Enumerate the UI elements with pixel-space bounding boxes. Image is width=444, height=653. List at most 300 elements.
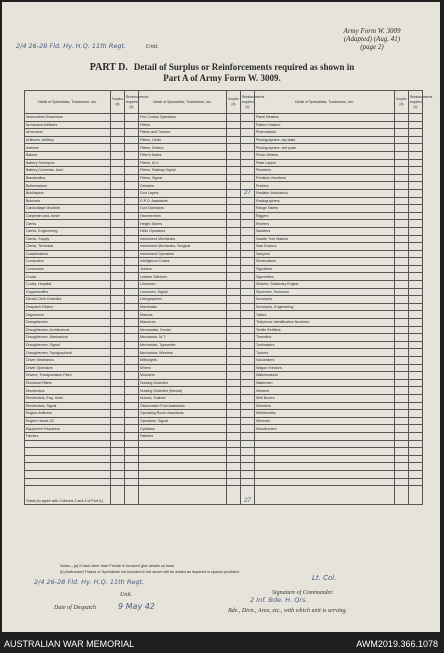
surplus-cell-3[interactable]	[395, 440, 409, 448]
surplus-cell-2[interactable]	[227, 136, 241, 144]
surplus-cell-1[interactable]	[111, 387, 125, 395]
surplus-cell-3[interactable]	[395, 402, 409, 410]
surplus-cell-1[interactable]	[111, 372, 125, 380]
required-cell-1[interactable]	[125, 410, 139, 418]
surplus-cell-3[interactable]	[395, 151, 409, 159]
surplus-cell-2[interactable]	[227, 410, 241, 418]
required-cell-3[interactable]	[409, 258, 423, 266]
required-cell-3[interactable]	[409, 243, 423, 251]
surplus-cell-1[interactable]	[111, 311, 125, 319]
surplus-cell-2[interactable]	[227, 288, 241, 296]
surplus-cell-1[interactable]	[111, 402, 125, 410]
required-cell-2[interactable]	[241, 448, 255, 456]
surplus-cell-2[interactable]	[227, 319, 241, 327]
required-cell-2[interactable]	[241, 387, 255, 395]
required-cell-1[interactable]	[125, 205, 139, 213]
surplus-cell-3[interactable]	[395, 455, 409, 463]
surplus-cell-2[interactable]	[227, 470, 241, 478]
required-cell-1[interactable]	[125, 379, 139, 387]
required-cell-2[interactable]	[241, 470, 255, 478]
surplus-cell-1[interactable]	[111, 151, 125, 159]
surplus-cell-3[interactable]	[395, 174, 409, 182]
required-cell-1[interactable]	[125, 129, 139, 137]
surplus-cell-1[interactable]	[111, 463, 125, 471]
surplus-cell-3[interactable]	[395, 212, 409, 220]
surplus-cell-3[interactable]	[395, 273, 409, 281]
surplus-cell-3[interactable]	[395, 243, 409, 251]
surplus-cell-2[interactable]	[227, 174, 241, 182]
required-cell-3[interactable]	[409, 470, 423, 478]
required-cell-2[interactable]	[241, 205, 255, 213]
surplus-cell-2[interactable]	[227, 129, 241, 137]
required-cell-3[interactable]	[409, 432, 423, 440]
required-cell-3[interactable]	[409, 372, 423, 380]
required-cell-3[interactable]	[409, 402, 423, 410]
required-cell-2[interactable]	[241, 281, 255, 289]
surplus-cell-3[interactable]	[395, 394, 409, 402]
required-cell-2[interactable]	[241, 174, 255, 182]
required-cell-2[interactable]	[241, 220, 255, 228]
required-cell-2[interactable]	[241, 182, 255, 190]
surplus-cell-3[interactable]	[395, 265, 409, 273]
surplus-cell-2[interactable]	[227, 364, 241, 372]
surplus-cell-2[interactable]	[227, 296, 241, 304]
required-cell-1[interactable]	[125, 167, 139, 175]
surplus-cell-3[interactable]	[395, 227, 409, 235]
surplus-cell-1[interactable]	[111, 182, 125, 190]
required-cell-2[interactable]	[241, 402, 255, 410]
surplus-cell-3[interactable]	[395, 205, 409, 213]
surplus-cell-1[interactable]	[111, 364, 125, 372]
required-cell-2[interactable]	[241, 212, 255, 220]
surplus-cell-1[interactable]	[111, 167, 125, 175]
required-cell-1[interactable]	[125, 440, 139, 448]
totals-surplus-1[interactable]	[111, 486, 125, 505]
required-cell-2[interactable]	[241, 250, 255, 258]
required-cell-1[interactable]	[125, 227, 139, 235]
surplus-cell-1[interactable]	[111, 205, 125, 213]
required-cell-3[interactable]	[409, 205, 423, 213]
surplus-cell-1[interactable]	[111, 379, 125, 387]
required-cell-3[interactable]	[409, 235, 423, 243]
surplus-cell-3[interactable]	[395, 364, 409, 372]
surplus-cell-1[interactable]	[111, 432, 125, 440]
required-cell-3[interactable]	[409, 121, 423, 129]
surplus-cell-2[interactable]	[227, 432, 241, 440]
surplus-cell-2[interactable]	[227, 341, 241, 349]
required-cell-3[interactable]	[409, 182, 423, 190]
required-cell-2[interactable]	[241, 265, 255, 273]
required-cell-1[interactable]	[125, 402, 139, 410]
required-cell-2[interactable]	[241, 243, 255, 251]
required-cell-3[interactable]	[409, 394, 423, 402]
surplus-cell-3[interactable]	[395, 357, 409, 365]
surplus-cell-1[interactable]	[111, 220, 125, 228]
surplus-cell-3[interactable]	[395, 167, 409, 175]
surplus-cell-1[interactable]	[111, 212, 125, 220]
required-cell-1[interactable]	[125, 243, 139, 251]
surplus-cell-2[interactable]	[227, 220, 241, 228]
surplus-cell-1[interactable]	[111, 303, 125, 311]
required-cell-2[interactable]	[241, 151, 255, 159]
required-cell-1[interactable]	[125, 478, 139, 486]
required-cell-2[interactable]	[241, 463, 255, 471]
surplus-cell-2[interactable]	[227, 258, 241, 266]
surplus-cell-3[interactable]	[395, 235, 409, 243]
required-cell-1[interactable]	[125, 319, 139, 327]
surplus-cell-2[interactable]	[227, 425, 241, 433]
surplus-cell-1[interactable]	[111, 425, 125, 433]
surplus-cell-3[interactable]	[395, 136, 409, 144]
surplus-cell-1[interactable]	[111, 478, 125, 486]
required-cell-1[interactable]	[125, 281, 139, 289]
required-cell-2[interactable]	[241, 478, 255, 486]
required-cell-3[interactable]	[409, 167, 423, 175]
surplus-cell-2[interactable]	[227, 357, 241, 365]
required-cell-2[interactable]	[241, 357, 255, 365]
required-cell-3[interactable]	[409, 341, 423, 349]
surplus-cell-2[interactable]	[227, 349, 241, 357]
required-cell-2[interactable]	[241, 144, 255, 152]
required-cell-3[interactable]	[409, 349, 423, 357]
surplus-cell-2[interactable]	[227, 303, 241, 311]
required-cell-2[interactable]	[241, 227, 255, 235]
surplus-cell-1[interactable]	[111, 114, 125, 122]
surplus-cell-2[interactable]	[227, 189, 241, 197]
surplus-cell-3[interactable]	[395, 432, 409, 440]
required-cell-3[interactable]	[409, 281, 423, 289]
surplus-cell-1[interactable]	[111, 281, 125, 289]
required-cell-3[interactable]	[409, 129, 423, 137]
totals-surplus-2[interactable]	[227, 486, 241, 505]
required-cell-3[interactable]	[409, 357, 423, 365]
surplus-cell-2[interactable]	[227, 227, 241, 235]
totals-required-3[interactable]	[409, 486, 423, 505]
required-cell-2[interactable]	[241, 432, 255, 440]
surplus-cell-2[interactable]	[227, 417, 241, 425]
surplus-cell-2[interactable]	[227, 114, 241, 122]
surplus-cell-1[interactable]	[111, 129, 125, 137]
required-cell-1[interactable]	[125, 182, 139, 190]
required-cell-3[interactable]	[409, 303, 423, 311]
surplus-cell-2[interactable]	[227, 448, 241, 456]
required-cell-3[interactable]	[409, 334, 423, 342]
surplus-cell-3[interactable]	[395, 463, 409, 471]
surplus-cell-1[interactable]	[111, 394, 125, 402]
required-cell-1[interactable]	[125, 121, 139, 129]
totals-required-2[interactable]: 27	[241, 486, 255, 505]
required-cell-1[interactable]	[125, 303, 139, 311]
surplus-cell-2[interactable]	[227, 205, 241, 213]
surplus-cell-1[interactable]	[111, 250, 125, 258]
required-cell-2[interactable]	[241, 296, 255, 304]
required-cell-2[interactable]	[241, 364, 255, 372]
surplus-cell-1[interactable]	[111, 455, 125, 463]
surplus-cell-1[interactable]	[111, 470, 125, 478]
surplus-cell-3[interactable]	[395, 121, 409, 129]
surplus-cell-2[interactable]	[227, 402, 241, 410]
surplus-cell-3[interactable]	[395, 334, 409, 342]
surplus-cell-3[interactable]	[395, 250, 409, 258]
surplus-cell-3[interactable]	[395, 379, 409, 387]
required-cell-1[interactable]	[125, 425, 139, 433]
surplus-cell-2[interactable]	[227, 273, 241, 281]
required-cell-3[interactable]	[409, 265, 423, 273]
surplus-cell-2[interactable]	[227, 372, 241, 380]
required-cell-1[interactable]	[125, 311, 139, 319]
surplus-cell-1[interactable]	[111, 326, 125, 334]
required-cell-1[interactable]	[125, 463, 139, 471]
surplus-cell-3[interactable]	[395, 182, 409, 190]
required-cell-1[interactable]	[125, 220, 139, 228]
surplus-cell-2[interactable]	[227, 334, 241, 342]
required-cell-3[interactable]	[409, 250, 423, 258]
required-cell-1[interactable]	[125, 372, 139, 380]
surplus-cell-3[interactable]	[395, 410, 409, 418]
required-cell-2[interactable]	[241, 326, 255, 334]
required-cell-3[interactable]	[409, 197, 423, 205]
surplus-cell-1[interactable]	[111, 288, 125, 296]
required-cell-3[interactable]	[409, 114, 423, 122]
required-cell-3[interactable]	[409, 273, 423, 281]
required-cell-2[interactable]	[241, 197, 255, 205]
surplus-cell-3[interactable]	[395, 372, 409, 380]
surplus-cell-1[interactable]	[111, 258, 125, 266]
required-cell-3[interactable]	[409, 220, 423, 228]
surplus-cell-3[interactable]	[395, 144, 409, 152]
surplus-cell-2[interactable]	[227, 387, 241, 395]
required-cell-2[interactable]	[241, 379, 255, 387]
surplus-cell-3[interactable]	[395, 326, 409, 334]
required-cell-1[interactable]	[125, 432, 139, 440]
surplus-cell-3[interactable]	[395, 159, 409, 167]
surplus-cell-1[interactable]	[111, 189, 125, 197]
required-cell-3[interactable]	[409, 311, 423, 319]
surplus-cell-2[interactable]	[227, 144, 241, 152]
required-cell-3[interactable]	[409, 417, 423, 425]
surplus-cell-2[interactable]	[227, 235, 241, 243]
surplus-cell-1[interactable]	[111, 417, 125, 425]
required-cell-3[interactable]	[409, 288, 423, 296]
surplus-cell-1[interactable]	[111, 174, 125, 182]
surplus-cell-3[interactable]	[395, 281, 409, 289]
surplus-cell-1[interactable]	[111, 357, 125, 365]
surplus-cell-3[interactable]	[395, 425, 409, 433]
surplus-cell-1[interactable]	[111, 296, 125, 304]
surplus-cell-2[interactable]	[227, 151, 241, 159]
required-cell-1[interactable]	[125, 288, 139, 296]
required-cell-1[interactable]	[125, 197, 139, 205]
required-cell-2[interactable]	[241, 319, 255, 327]
surplus-cell-1[interactable]	[111, 136, 125, 144]
required-cell-2[interactable]	[241, 114, 255, 122]
surplus-cell-3[interactable]	[395, 319, 409, 327]
required-cell-1[interactable]	[125, 258, 139, 266]
required-cell-1[interactable]	[125, 357, 139, 365]
surplus-cell-3[interactable]	[395, 189, 409, 197]
required-cell-2[interactable]	[241, 258, 255, 266]
totals-required-1[interactable]	[125, 486, 139, 505]
required-cell-1[interactable]	[125, 394, 139, 402]
required-cell-3[interactable]	[409, 440, 423, 448]
required-cell-1[interactable]	[125, 114, 139, 122]
required-cell-1[interactable]	[125, 273, 139, 281]
surplus-cell-3[interactable]	[395, 341, 409, 349]
required-cell-1[interactable]	[125, 151, 139, 159]
required-cell-3[interactable]	[409, 189, 423, 197]
required-cell-3[interactable]	[409, 410, 423, 418]
surplus-cell-2[interactable]	[227, 250, 241, 258]
required-cell-2[interactable]	[241, 349, 255, 357]
required-cell-3[interactable]	[409, 144, 423, 152]
surplus-cell-1[interactable]	[111, 341, 125, 349]
required-cell-2[interactable]: 27	[241, 189, 255, 197]
required-cell-1[interactable]	[125, 250, 139, 258]
required-cell-1[interactable]	[125, 455, 139, 463]
required-cell-3[interactable]	[409, 326, 423, 334]
required-cell-3[interactable]	[409, 319, 423, 327]
surplus-cell-2[interactable]	[227, 167, 241, 175]
surplus-cell-1[interactable]	[111, 235, 125, 243]
required-cell-1[interactable]	[125, 296, 139, 304]
surplus-cell-2[interactable]	[227, 394, 241, 402]
required-cell-2[interactable]	[241, 455, 255, 463]
required-cell-1[interactable]	[125, 364, 139, 372]
required-cell-1[interactable]	[125, 349, 139, 357]
required-cell-3[interactable]	[409, 159, 423, 167]
surplus-cell-2[interactable]	[227, 478, 241, 486]
required-cell-1[interactable]	[125, 265, 139, 273]
surplus-cell-2[interactable]	[227, 121, 241, 129]
required-cell-1[interactable]	[125, 470, 139, 478]
surplus-cell-3[interactable]	[395, 220, 409, 228]
required-cell-1[interactable]	[125, 417, 139, 425]
required-cell-2[interactable]	[241, 417, 255, 425]
surplus-cell-1[interactable]	[111, 144, 125, 152]
required-cell-3[interactable]	[409, 387, 423, 395]
required-cell-3[interactable]	[409, 478, 423, 486]
required-cell-2[interactable]	[241, 136, 255, 144]
surplus-cell-2[interactable]	[227, 212, 241, 220]
surplus-cell-2[interactable]	[227, 265, 241, 273]
surplus-cell-3[interactable]	[395, 258, 409, 266]
required-cell-1[interactable]	[125, 136, 139, 144]
required-cell-2[interactable]	[241, 235, 255, 243]
required-cell-2[interactable]	[241, 129, 255, 137]
surplus-cell-2[interactable]	[227, 159, 241, 167]
surplus-cell-3[interactable]	[395, 197, 409, 205]
surplus-cell-2[interactable]	[227, 311, 241, 319]
surplus-cell-1[interactable]	[111, 159, 125, 167]
required-cell-3[interactable]	[409, 227, 423, 235]
surplus-cell-2[interactable]	[227, 463, 241, 471]
required-cell-2[interactable]	[241, 303, 255, 311]
required-cell-2[interactable]	[241, 440, 255, 448]
required-cell-2[interactable]	[241, 159, 255, 167]
required-cell-2[interactable]	[241, 425, 255, 433]
surplus-cell-3[interactable]	[395, 303, 409, 311]
required-cell-3[interactable]	[409, 455, 423, 463]
required-cell-2[interactable]	[241, 311, 255, 319]
required-cell-3[interactable]	[409, 136, 423, 144]
surplus-cell-2[interactable]	[227, 197, 241, 205]
surplus-cell-1[interactable]	[111, 334, 125, 342]
required-cell-3[interactable]	[409, 364, 423, 372]
required-cell-3[interactable]	[409, 212, 423, 220]
required-cell-3[interactable]	[409, 425, 423, 433]
surplus-cell-3[interactable]	[395, 129, 409, 137]
surplus-cell-2[interactable]	[227, 243, 241, 251]
required-cell-1[interactable]	[125, 334, 139, 342]
surplus-cell-3[interactable]	[395, 288, 409, 296]
surplus-cell-1[interactable]	[111, 121, 125, 129]
surplus-cell-1[interactable]	[111, 410, 125, 418]
required-cell-3[interactable]	[409, 448, 423, 456]
surplus-cell-1[interactable]	[111, 197, 125, 205]
required-cell-1[interactable]	[125, 159, 139, 167]
required-cell-1[interactable]	[125, 448, 139, 456]
required-cell-3[interactable]	[409, 174, 423, 182]
surplus-cell-2[interactable]	[227, 281, 241, 289]
required-cell-2[interactable]	[241, 167, 255, 175]
required-cell-3[interactable]	[409, 463, 423, 471]
surplus-cell-1[interactable]	[111, 227, 125, 235]
required-cell-1[interactable]	[125, 144, 139, 152]
required-cell-1[interactable]	[125, 174, 139, 182]
required-cell-2[interactable]	[241, 394, 255, 402]
surplus-cell-2[interactable]	[227, 182, 241, 190]
required-cell-2[interactable]	[241, 334, 255, 342]
required-cell-1[interactable]	[125, 212, 139, 220]
surplus-cell-3[interactable]	[395, 349, 409, 357]
surplus-cell-1[interactable]	[111, 243, 125, 251]
surplus-cell-3[interactable]	[395, 296, 409, 304]
totals-surplus-3[interactable]	[395, 486, 409, 505]
surplus-cell-3[interactable]	[395, 478, 409, 486]
required-cell-2[interactable]	[241, 288, 255, 296]
required-cell-2[interactable]	[241, 372, 255, 380]
required-cell-2[interactable]	[241, 121, 255, 129]
surplus-cell-2[interactable]	[227, 440, 241, 448]
surplus-cell-1[interactable]	[111, 448, 125, 456]
surplus-cell-3[interactable]	[395, 114, 409, 122]
surplus-cell-1[interactable]	[111, 440, 125, 448]
required-cell-1[interactable]	[125, 341, 139, 349]
required-cell-3[interactable]	[409, 296, 423, 304]
required-cell-1[interactable]	[125, 189, 139, 197]
required-cell-3[interactable]	[409, 379, 423, 387]
surplus-cell-2[interactable]	[227, 379, 241, 387]
required-cell-1[interactable]	[125, 235, 139, 243]
surplus-cell-3[interactable]	[395, 387, 409, 395]
surplus-cell-1[interactable]	[111, 265, 125, 273]
surplus-cell-3[interactable]	[395, 417, 409, 425]
required-cell-1[interactable]	[125, 326, 139, 334]
surplus-cell-3[interactable]	[395, 470, 409, 478]
surplus-cell-3[interactable]	[395, 448, 409, 456]
required-cell-3[interactable]	[409, 151, 423, 159]
surplus-cell-3[interactable]	[395, 311, 409, 319]
surplus-cell-1[interactable]	[111, 349, 125, 357]
required-cell-2[interactable]	[241, 410, 255, 418]
required-cell-2[interactable]	[241, 273, 255, 281]
surplus-cell-1[interactable]	[111, 319, 125, 327]
required-cell-1[interactable]	[125, 387, 139, 395]
required-cell-2[interactable]	[241, 341, 255, 349]
surplus-cell-2[interactable]	[227, 455, 241, 463]
surplus-cell-1[interactable]	[111, 273, 125, 281]
surplus-cell-2[interactable]	[227, 326, 241, 334]
